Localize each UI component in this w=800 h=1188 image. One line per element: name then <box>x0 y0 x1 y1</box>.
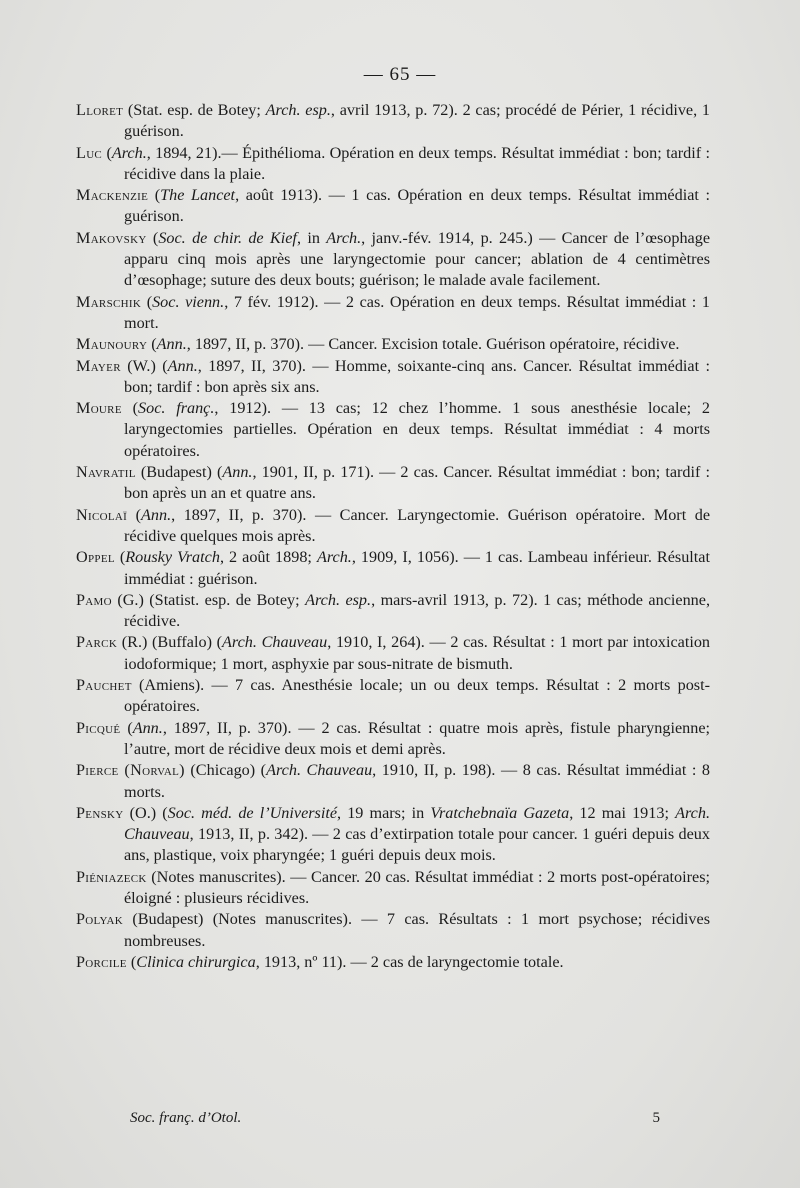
bibliography-list <box>76 100 710 973</box>
entry-source: Clinica chirurgica <box>136 952 256 971</box>
entry-text: ( <box>154 186 161 205</box>
entry-author: Parck <box>76 633 118 652</box>
entry-text: ( <box>119 548 126 567</box>
entry-source: Arch. <box>111 143 147 162</box>
bibliography-entry <box>76 909 710 952</box>
entry-author: Marschik <box>76 292 142 311</box>
bibliography-entry <box>76 185 710 228</box>
entry-source: The Lancet <box>160 186 236 205</box>
entry-text: , mars-avril 1913, p. 72). 1 cas; méthode ancienne, récidive. <box>124 590 710 631</box>
entry-author: Luc <box>76 143 103 162</box>
entry-source: Ann. <box>141 505 172 524</box>
bibliography-entry <box>76 718 710 761</box>
entry-text: (Budapest) (Notes manuscrites). — 7 cas. Résultats : 1 mort psychose; récidives nombreuses. <box>124 910 710 950</box>
entry-author: Navratil <box>76 463 136 482</box>
entry-author: Pamo <box>76 590 112 609</box>
entry-text: , 19 mars; in <box>337 803 431 822</box>
entry-text: , 1912). — 13 cas; 12 chez l’homme. 1 sous anesthésie locale; 2 laryngectomies partielles. Opération en deux temps. Résultat immédiat : 4 morts opératoires. <box>124 399 710 460</box>
footer-sheet-number: 5 <box>652 1110 660 1126</box>
bibliography-entry <box>76 760 710 803</box>
entry-source: Ann. <box>222 463 253 482</box>
bibliography-entry <box>76 228 710 292</box>
entry-text: (W.) ( <box>127 356 168 375</box>
entry-text: (Notes manuscrites). — Cancer. 20 cas. Résultat immédiat : 2 morts post-opératoires; éloigné : plusieurs récidives. <box>124 867 710 907</box>
entry-author: Moure <box>76 399 122 418</box>
entry-source: Soc. méd. de l’Université <box>167 803 338 822</box>
bibliography-entry <box>76 675 710 718</box>
entry-text: , 1910, II, p. 198). — 8 cas. Résultat immédiat : 8 morts. <box>124 761 710 801</box>
bibliography-entry <box>76 462 710 505</box>
entry-text: , janv.-fév. 1914, p. 245.) — Cancer de l’œsophage apparu cinq mois après une laryngectomie pour cancer; ablation de 4 centimètres d’œsophage; suture des deux bouts; guérison; le malade avale facilement. <box>124 228 711 290</box>
bibliography-entry <box>76 143 710 186</box>
entry-author: Makovsky <box>76 228 147 247</box>
entry-text: , 1897, II, p. 370). — Cancer. Excision totale. Guérison opératoire, récidive. <box>186 335 680 354</box>
bibliography-entry <box>76 398 710 462</box>
entry-author: Porcile <box>76 952 127 971</box>
entry-text: , 2 août 1898; <box>219 548 317 567</box>
entry-source: Soc. vienn. <box>152 292 225 311</box>
bibliography-entry <box>76 867 710 910</box>
bibliography-entry <box>76 952 710 973</box>
entry-source: Arch. <box>326 228 362 247</box>
entry-text: , août 1913). — 1 cas. Opération en deux temps. Résultat immédiat : guérison. <box>124 186 710 226</box>
entry-text: (Amiens). — 7 cas. Anesthésie locale; un ou deux temps. Résultat : 2 morts post-opératoires. <box>124 676 710 716</box>
entry-author: Oppel <box>76 548 115 567</box>
entry-source: Rousky Vratch <box>125 548 220 567</box>
entry-text: , 1913, nº 11). — 2 cas de laryngectomie totale. <box>255 952 564 971</box>
footer-journal: Soc. franç. d’Otol. <box>130 1110 242 1126</box>
entry-text: , 1894, 21).— Épithélioma. Opération en deux temps. Résultat immédiat : bon; tardif : récidive dans la plaie. <box>124 143 710 183</box>
entry-text: , 1901, II, p. 171). — 2 cas. Cancer. Résultat immédiat : bon; tardif : bon après un an et quatre ans. <box>124 463 710 503</box>
entry-author: Nicolaï <box>76 505 128 524</box>
entry-text: , 1897, II, p. 370). — 2 cas. Résultat : quatre mois après, fistule pharyngienne; l’autre, mort de récidive deux mois et demi après. <box>124 718 711 758</box>
bibliography-entry <box>76 505 710 548</box>
entry-text: (Stat. esp. de Botey; <box>127 101 266 119</box>
bibliography-entry <box>76 334 710 355</box>
entry-text: ( <box>132 399 139 418</box>
entry-source: Arch. Chauveau <box>266 761 373 780</box>
bibliography-entry <box>76 590 710 633</box>
bibliography-entry <box>76 356 710 399</box>
entry-source: Soc. franç. <box>138 399 215 418</box>
entry-text: , 12 mai 1913; <box>569 803 676 822</box>
page-footer <box>130 1110 660 1127</box>
entry-source: Vratchebnaïa Gazeta <box>430 803 570 822</box>
entry-source: Arch. Chauveau <box>222 633 328 652</box>
entry-source: Arch. esp. <box>305 590 372 609</box>
entry-author: Polyak <box>76 910 123 929</box>
entry-text: (Budapest) ( <box>140 463 223 482</box>
entry-text: ( <box>135 505 141 524</box>
entry-text: , 1910, I, 264). — 2 cas. Résultat : 1 mort par intoxication iodoformique; 1 mort, asphyxie par sous-nitrate de bismuth. <box>124 633 711 673</box>
entry-author: Lloret <box>76 101 124 119</box>
entry-text: , 1913, II, p. 342). — 2 cas d’extirpation totale pour cancer. 1 guéri depuis deux ans, plastique, voix pharyngée; 1 guéri depuis deux mois. <box>124 825 710 865</box>
entry-text: , 7 fév. 1912). — 2 cas. Opération en deux temps. Résultat immédiat : 1 mort. <box>124 292 710 332</box>
entry-source: Ann. <box>167 356 198 375</box>
entry-source: Soc. de chir. de Kief <box>158 228 297 247</box>
entry-author: Pauchet <box>76 676 132 695</box>
entry-text: ( <box>130 952 137 971</box>
entry-text: , 1909, I, 1056). — 1 cas. Lambeau inférieur. Résultat immédiat : guérison. <box>124 548 710 588</box>
entry-author: Piéniazeck <box>76 867 147 886</box>
entry-text: (G.) (Statist. esp. de Botey; <box>117 590 306 609</box>
entry-text: ( <box>151 335 157 354</box>
bibliography-entry <box>76 803 710 867</box>
entry-text: ( <box>152 228 159 247</box>
entry-author: Mayer <box>76 356 121 375</box>
entry-text: ( <box>146 292 153 311</box>
entry-author: Pierce (Norval) <box>76 761 185 780</box>
entry-source: Arch. esp. <box>265 101 331 119</box>
bibliography-entry <box>76 632 710 675</box>
entry-text: , 1897, II, 370). — Homme, soixante-cinq ans. Cancer. Résultat immédiat : bon; tardif : bon après six ans. <box>124 356 710 396</box>
entry-source: Arch. Chauveau <box>124 803 710 844</box>
entry-text: , in <box>296 228 327 247</box>
page-number: — 65 — <box>363 64 437 85</box>
entry-text: , avril 1913, p. 72). 2 cas; procédé de Périer, 1 récidive, 1 guérison. <box>124 101 711 141</box>
entry-author: Picqué <box>76 718 121 737</box>
entry-author: Mackenzie <box>76 186 149 205</box>
entry-text: , 1897, II, p. 370). — Cancer. Laryngectomie. Guérison opératoire. Mort de récidive quelques mois après. <box>124 505 711 545</box>
entry-author: Maunoury <box>76 335 148 354</box>
entry-author: Pensky <box>76 803 124 822</box>
entry-source: Ann. <box>132 718 163 737</box>
bibliography-entry <box>76 292 710 335</box>
entry-text: (R.) (Buffalo) ( <box>121 633 223 652</box>
bibliography-entry <box>76 100 710 143</box>
entry-source: Arch. <box>316 548 352 567</box>
entry-text: ( <box>106 143 112 162</box>
entry-text: ( <box>127 718 133 737</box>
entry-source: Ann. <box>156 335 187 354</box>
entry-text: (Chicago) ( <box>190 761 267 780</box>
bibliography-entry <box>76 547 710 590</box>
entry-text: (O.) ( <box>129 803 168 822</box>
